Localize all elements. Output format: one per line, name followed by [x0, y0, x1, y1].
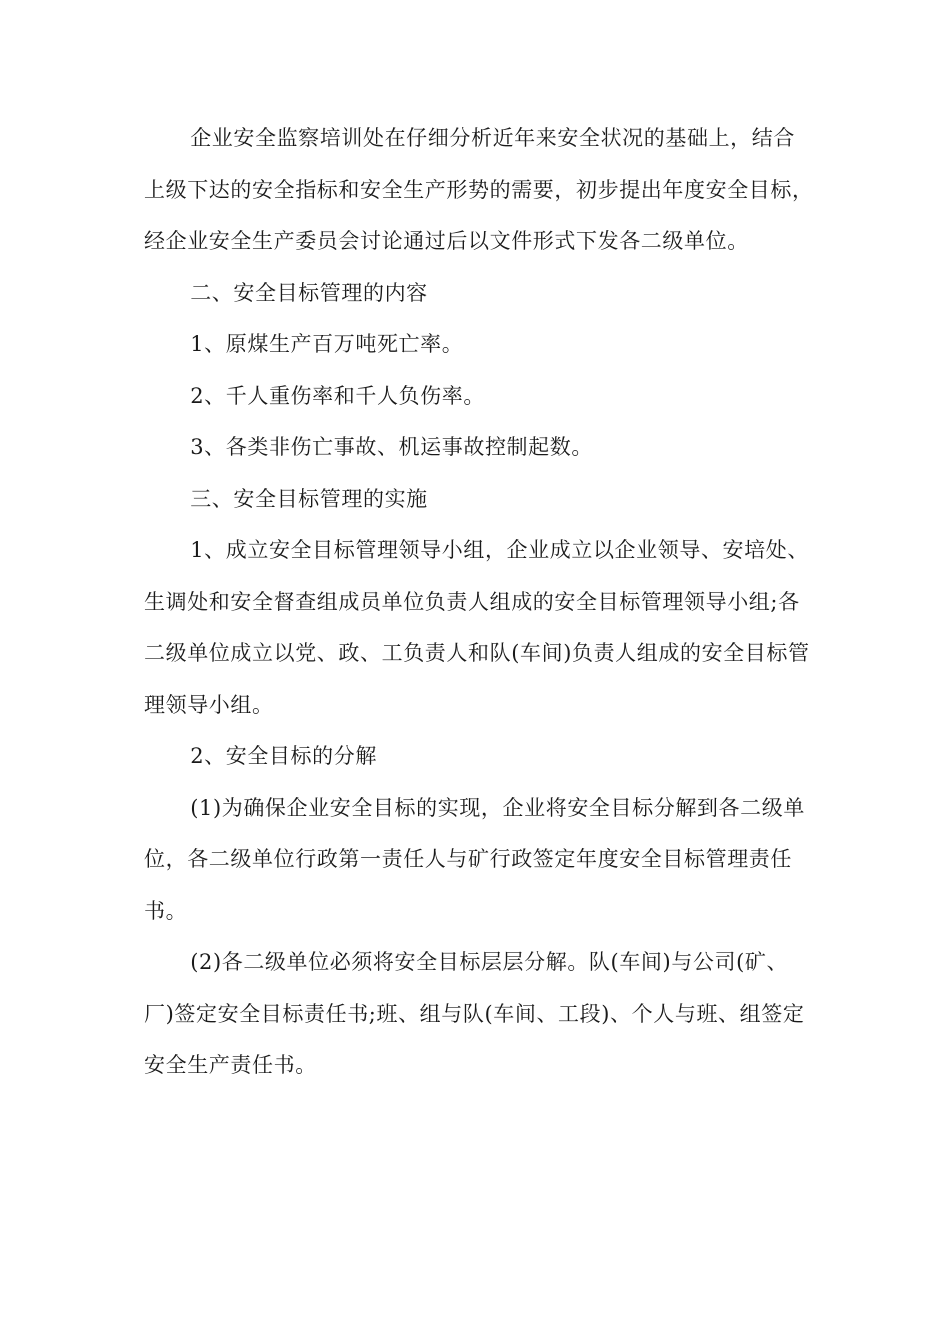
document-body: [144, 113, 816, 1092]
list-item: 1、原煤生产百万吨死亡率。: [190, 332, 464, 356]
paragraph-intro: 企业安全监察培训处在仔细分析近年来安全状况的基础上，结合上级下达的安全指标和安全生产形势的需要，初步提出年度安全目标，经企业安全生产委员会讨论通过后以文件形式下发各二级单位。: [144, 126, 814, 253]
heading-section-2: 二、安全目标管理的内容: [190, 280, 428, 305]
heading-section-3: 三、安全目标管理的实施: [190, 486, 428, 511]
paragraph-leadership-group: 1、成立安全目标管理领导小组，企业成立以企业领导、安培处、生调处和安全督查组成员单位负责人组成的安全目标管理领导小组;各二级单位成立以党、政、工负责人和队(车间)负责人组成的安全目标管理领导小组。: [144, 538, 810, 717]
list-item: 2、千人重伤率和千人负伤率。: [190, 383, 485, 408]
paragraph-breakdown-2: (2)各二级单位必须将安全目标层层分解。队(车间)与公司(矿、厂)签定安全目标责任书;班、组与队(车间、工段)、个人与班、组签定安全生产责任书。: [144, 950, 805, 1077]
list-item: 3、各类非伤亡事故、机运事故控制起数。: [190, 435, 593, 459]
paragraph-breakdown-1: (1)为确保企业安全目标的实现，企业将安全目标分解到各二级单位，各二级单位行政第一责任人与矿行政签定年度安全目标管理责任书。: [144, 795, 805, 923]
subheading-target-breakdown: 2、安全目标的分解: [190, 744, 377, 768]
